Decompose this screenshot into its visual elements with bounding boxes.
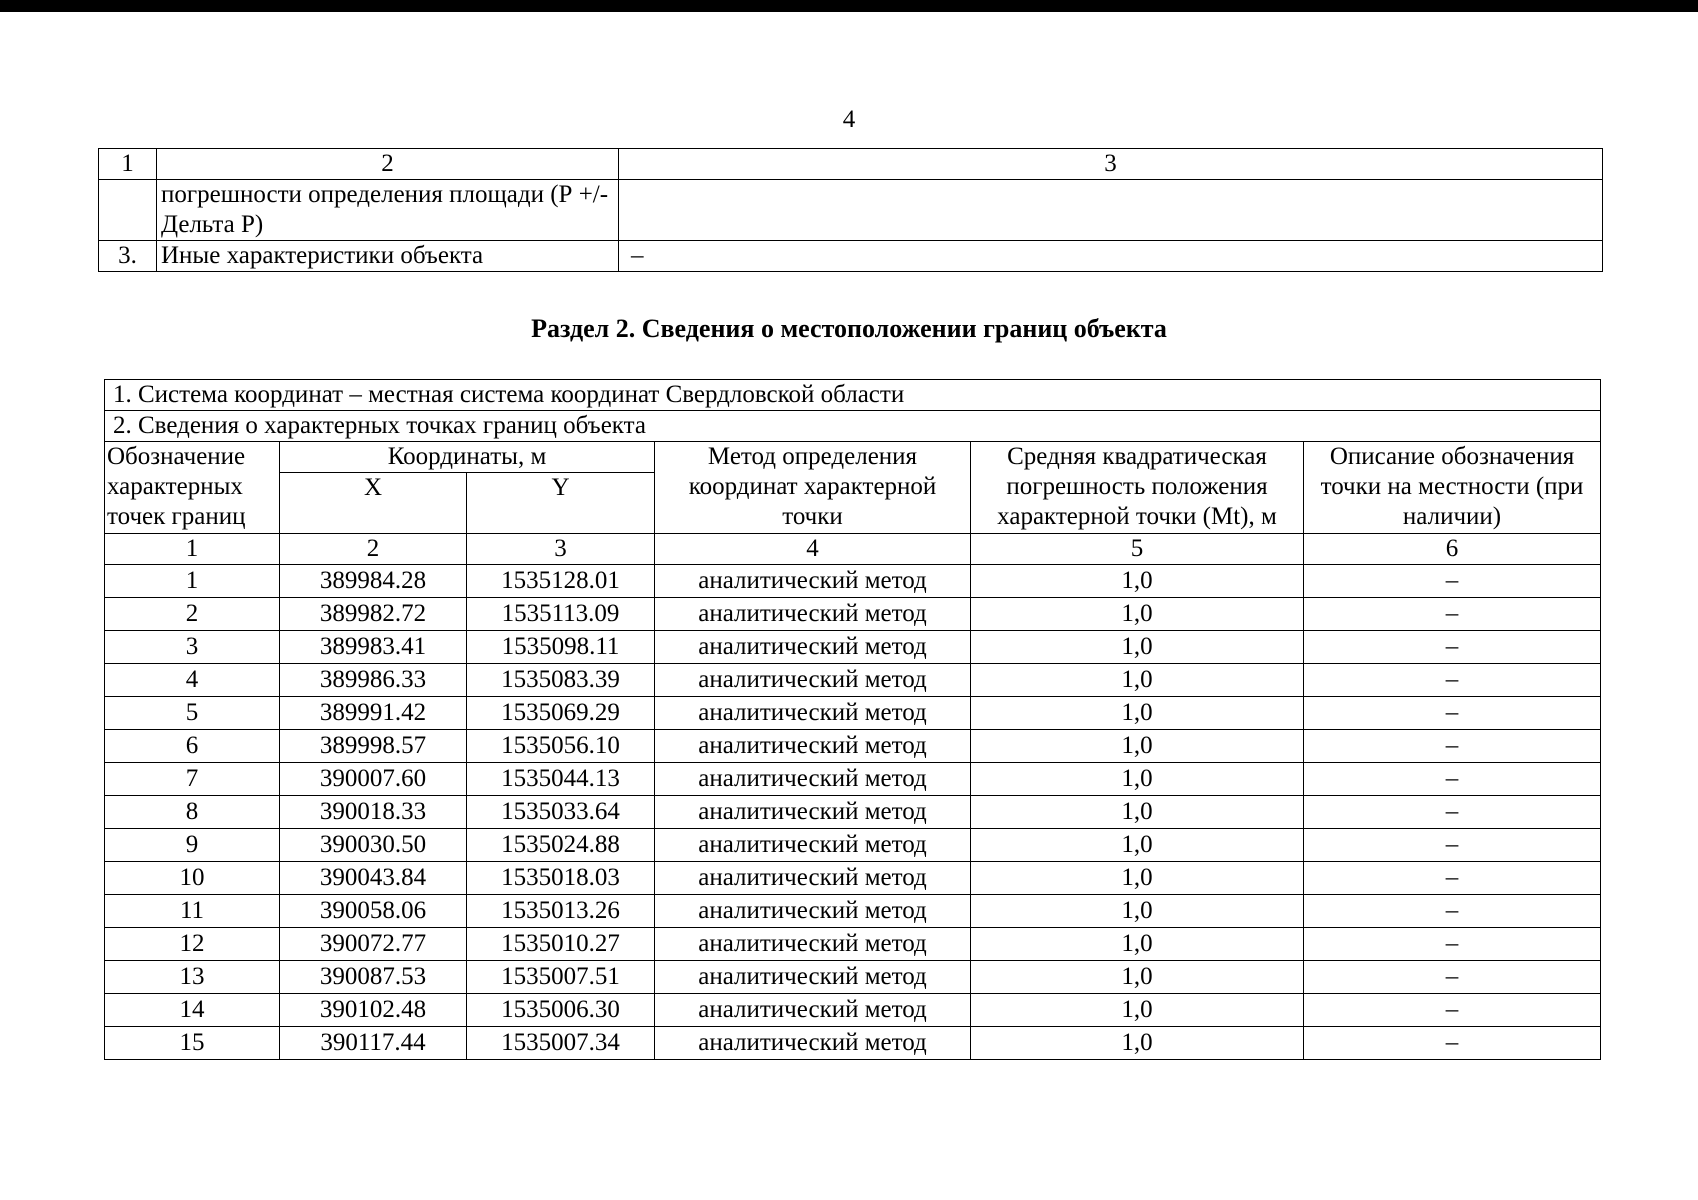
error-value: 1,0 (971, 631, 1304, 664)
column-number: 5 (971, 534, 1304, 565)
point-number: 5 (105, 697, 280, 730)
x-coordinate: 390102.48 (280, 994, 467, 1027)
table-row (105, 994, 1601, 1027)
x-coordinate: 390043.84 (280, 862, 467, 895)
table-row (105, 1027, 1601, 1060)
method-cell: аналитический метод (655, 862, 971, 895)
y-coordinate: 1535044.13 (467, 763, 655, 796)
description-cell: – (1304, 598, 1601, 631)
scan-top-border (0, 0, 1698, 12)
point-number: 13 (105, 961, 280, 994)
table-row (105, 598, 1601, 631)
table-row (105, 565, 1601, 598)
error-value: 1,0 (971, 961, 1304, 994)
column-number: 6 (1304, 534, 1601, 565)
header-cell: 1 (99, 149, 157, 180)
x-coordinate: 389998.57 (280, 730, 467, 763)
coordinate-system-row (105, 380, 1601, 411)
error-value: 1,0 (971, 697, 1304, 730)
description-cell: – (1304, 631, 1601, 664)
description-cell: – (1304, 697, 1601, 730)
x-coordinate: 390030.50 (280, 829, 467, 862)
x-coordinate: 389984.28 (280, 565, 467, 598)
table-header-row (99, 149, 1603, 180)
description-cell: – (1304, 895, 1601, 928)
y-coordinate: 1535006.30 (467, 994, 655, 1027)
method-cell: аналитический метод (655, 961, 971, 994)
table-row (99, 241, 1603, 272)
point-rows (105, 565, 1601, 1060)
point-number: 14 (105, 994, 280, 1027)
description-cell: – (1304, 664, 1601, 697)
error-value: 1,0 (971, 829, 1304, 862)
y-header: Y (467, 473, 655, 534)
y-coordinate: 1535128.01 (467, 565, 655, 598)
method-cell: аналитический метод (655, 895, 971, 928)
header-cell: 3 (619, 149, 1603, 180)
point-number: 8 (105, 796, 280, 829)
description-cell: – (1304, 862, 1601, 895)
column-number: 2 (280, 534, 467, 565)
method-cell: аналитический метод (655, 565, 971, 598)
section-title: Раздел 2. Сведения о местоположении границ объекта (531, 314, 1167, 343)
table-row (105, 829, 1601, 862)
table-row (105, 928, 1601, 961)
error-value: 1,0 (971, 565, 1304, 598)
method-cell: аналитический метод (655, 829, 971, 862)
method-cell: аналитический метод (655, 730, 971, 763)
point-number: 3 (105, 631, 280, 664)
column-number: 1 (105, 534, 280, 565)
coordinate-system-text: 1. Система координат – местная система координат Свердловской области (105, 380, 1601, 411)
x-header: X (280, 473, 467, 534)
description-cell: – (1304, 1027, 1601, 1060)
table-row (105, 895, 1601, 928)
error-value: 1,0 (971, 1027, 1304, 1060)
points-caption-text: 2. Сведения о характерных точках границ объекта (105, 411, 1601, 442)
y-coordinate: 1535007.34 (467, 1027, 655, 1060)
error-value: 1,0 (971, 895, 1304, 928)
column-number: 3 (467, 534, 655, 565)
row-number: 3. (99, 241, 157, 272)
y-coordinate: 1535010.27 (467, 928, 655, 961)
point-number: 15 (105, 1027, 280, 1060)
x-coordinate: 390058.06 (280, 895, 467, 928)
x-coordinate: 389983.41 (280, 631, 467, 664)
description-cell: – (1304, 796, 1601, 829)
point-number: 6 (105, 730, 280, 763)
x-coordinate: 389991.42 (280, 697, 467, 730)
coordinates-header: Координаты, м (280, 442, 655, 473)
y-coordinate: 1535018.03 (467, 862, 655, 895)
description-cell: – (1304, 928, 1601, 961)
description-cell: – (1304, 565, 1601, 598)
row-number (99, 180, 157, 241)
error-value: 1,0 (971, 730, 1304, 763)
point-number: 7 (105, 763, 280, 796)
method-cell: аналитический метод (655, 598, 971, 631)
y-coordinate: 1535069.29 (467, 697, 655, 730)
row-label: Иные характеристики объекта (157, 241, 619, 272)
method-cell: аналитический метод (655, 631, 971, 664)
method-cell: аналитический метод (655, 994, 971, 1027)
characteristics-table (98, 148, 1603, 272)
error-value: 1,0 (971, 664, 1304, 697)
description-cell: – (1304, 763, 1601, 796)
method-header: Метод определения координат характерной точки (655, 442, 971, 534)
x-coordinate: 390018.33 (280, 796, 467, 829)
point-number: 2 (105, 598, 280, 631)
y-coordinate: 1535013.26 (467, 895, 655, 928)
page-number: 4 (842, 106, 856, 133)
x-coordinate: 389982.72 (280, 598, 467, 631)
point-number: 4 (105, 664, 280, 697)
row-value (619, 180, 1603, 241)
points-caption-row (105, 411, 1601, 442)
table-header-row (105, 442, 1601, 473)
y-coordinate: 1535056.10 (467, 730, 655, 763)
table-row (99, 180, 1603, 241)
description-cell: – (1304, 730, 1601, 763)
table-row (105, 862, 1601, 895)
description-header: Описание обозначения точки на местности (при наличии) (1304, 442, 1601, 534)
y-coordinate: 1535033.64 (467, 796, 655, 829)
table-row (105, 763, 1601, 796)
point-number: 9 (105, 829, 280, 862)
row-value: – (619, 241, 1603, 272)
table-row (105, 664, 1601, 697)
point-number: 12 (105, 928, 280, 961)
error-header: Средняя квадратическая погрешность положения характерной точки (Mt), м (971, 442, 1304, 534)
error-value: 1,0 (971, 796, 1304, 829)
error-value: 1,0 (971, 598, 1304, 631)
method-cell: аналитический метод (655, 928, 971, 961)
x-coordinate: 390087.53 (280, 961, 467, 994)
x-coordinate: 390117.44 (280, 1027, 467, 1060)
point-number: 1 (105, 565, 280, 598)
point-number: 10 (105, 862, 280, 895)
y-coordinate: 1535098.11 (467, 631, 655, 664)
method-cell: аналитический метод (655, 796, 971, 829)
x-coordinate: 389986.33 (280, 664, 467, 697)
description-cell: – (1304, 994, 1601, 1027)
boundary-points-table (104, 379, 1601, 1060)
description-cell: – (1304, 961, 1601, 994)
table-row (105, 697, 1601, 730)
error-value: 1,0 (971, 862, 1304, 895)
method-cell: аналитический метод (655, 697, 971, 730)
y-coordinate: 1535007.51 (467, 961, 655, 994)
error-value: 1,0 (971, 763, 1304, 796)
column-number: 4 (655, 534, 971, 565)
point-number: 11 (105, 895, 280, 928)
description-cell: – (1304, 829, 1601, 862)
error-value: 1,0 (971, 994, 1304, 1027)
method-cell: аналитический метод (655, 1027, 971, 1060)
table-row (105, 796, 1601, 829)
y-coordinate: 1535024.88 (467, 829, 655, 862)
table-row (105, 631, 1601, 664)
table-row (105, 961, 1601, 994)
y-coordinate: 1535113.09 (467, 598, 655, 631)
error-value: 1,0 (971, 928, 1304, 961)
table-row (105, 730, 1601, 763)
designation-header: Обозначение характерных точек границ (105, 442, 280, 534)
column-number-row (105, 534, 1601, 565)
method-cell: аналитический метод (655, 763, 971, 796)
x-coordinate: 390072.77 (280, 928, 467, 961)
x-coordinate: 390007.60 (280, 763, 467, 796)
method-cell: аналитический метод (655, 664, 971, 697)
y-coordinate: 1535083.39 (467, 664, 655, 697)
row-label: погрешности определения площади (Р +/- Дельта Р) (157, 180, 619, 241)
header-cell: 2 (157, 149, 619, 180)
